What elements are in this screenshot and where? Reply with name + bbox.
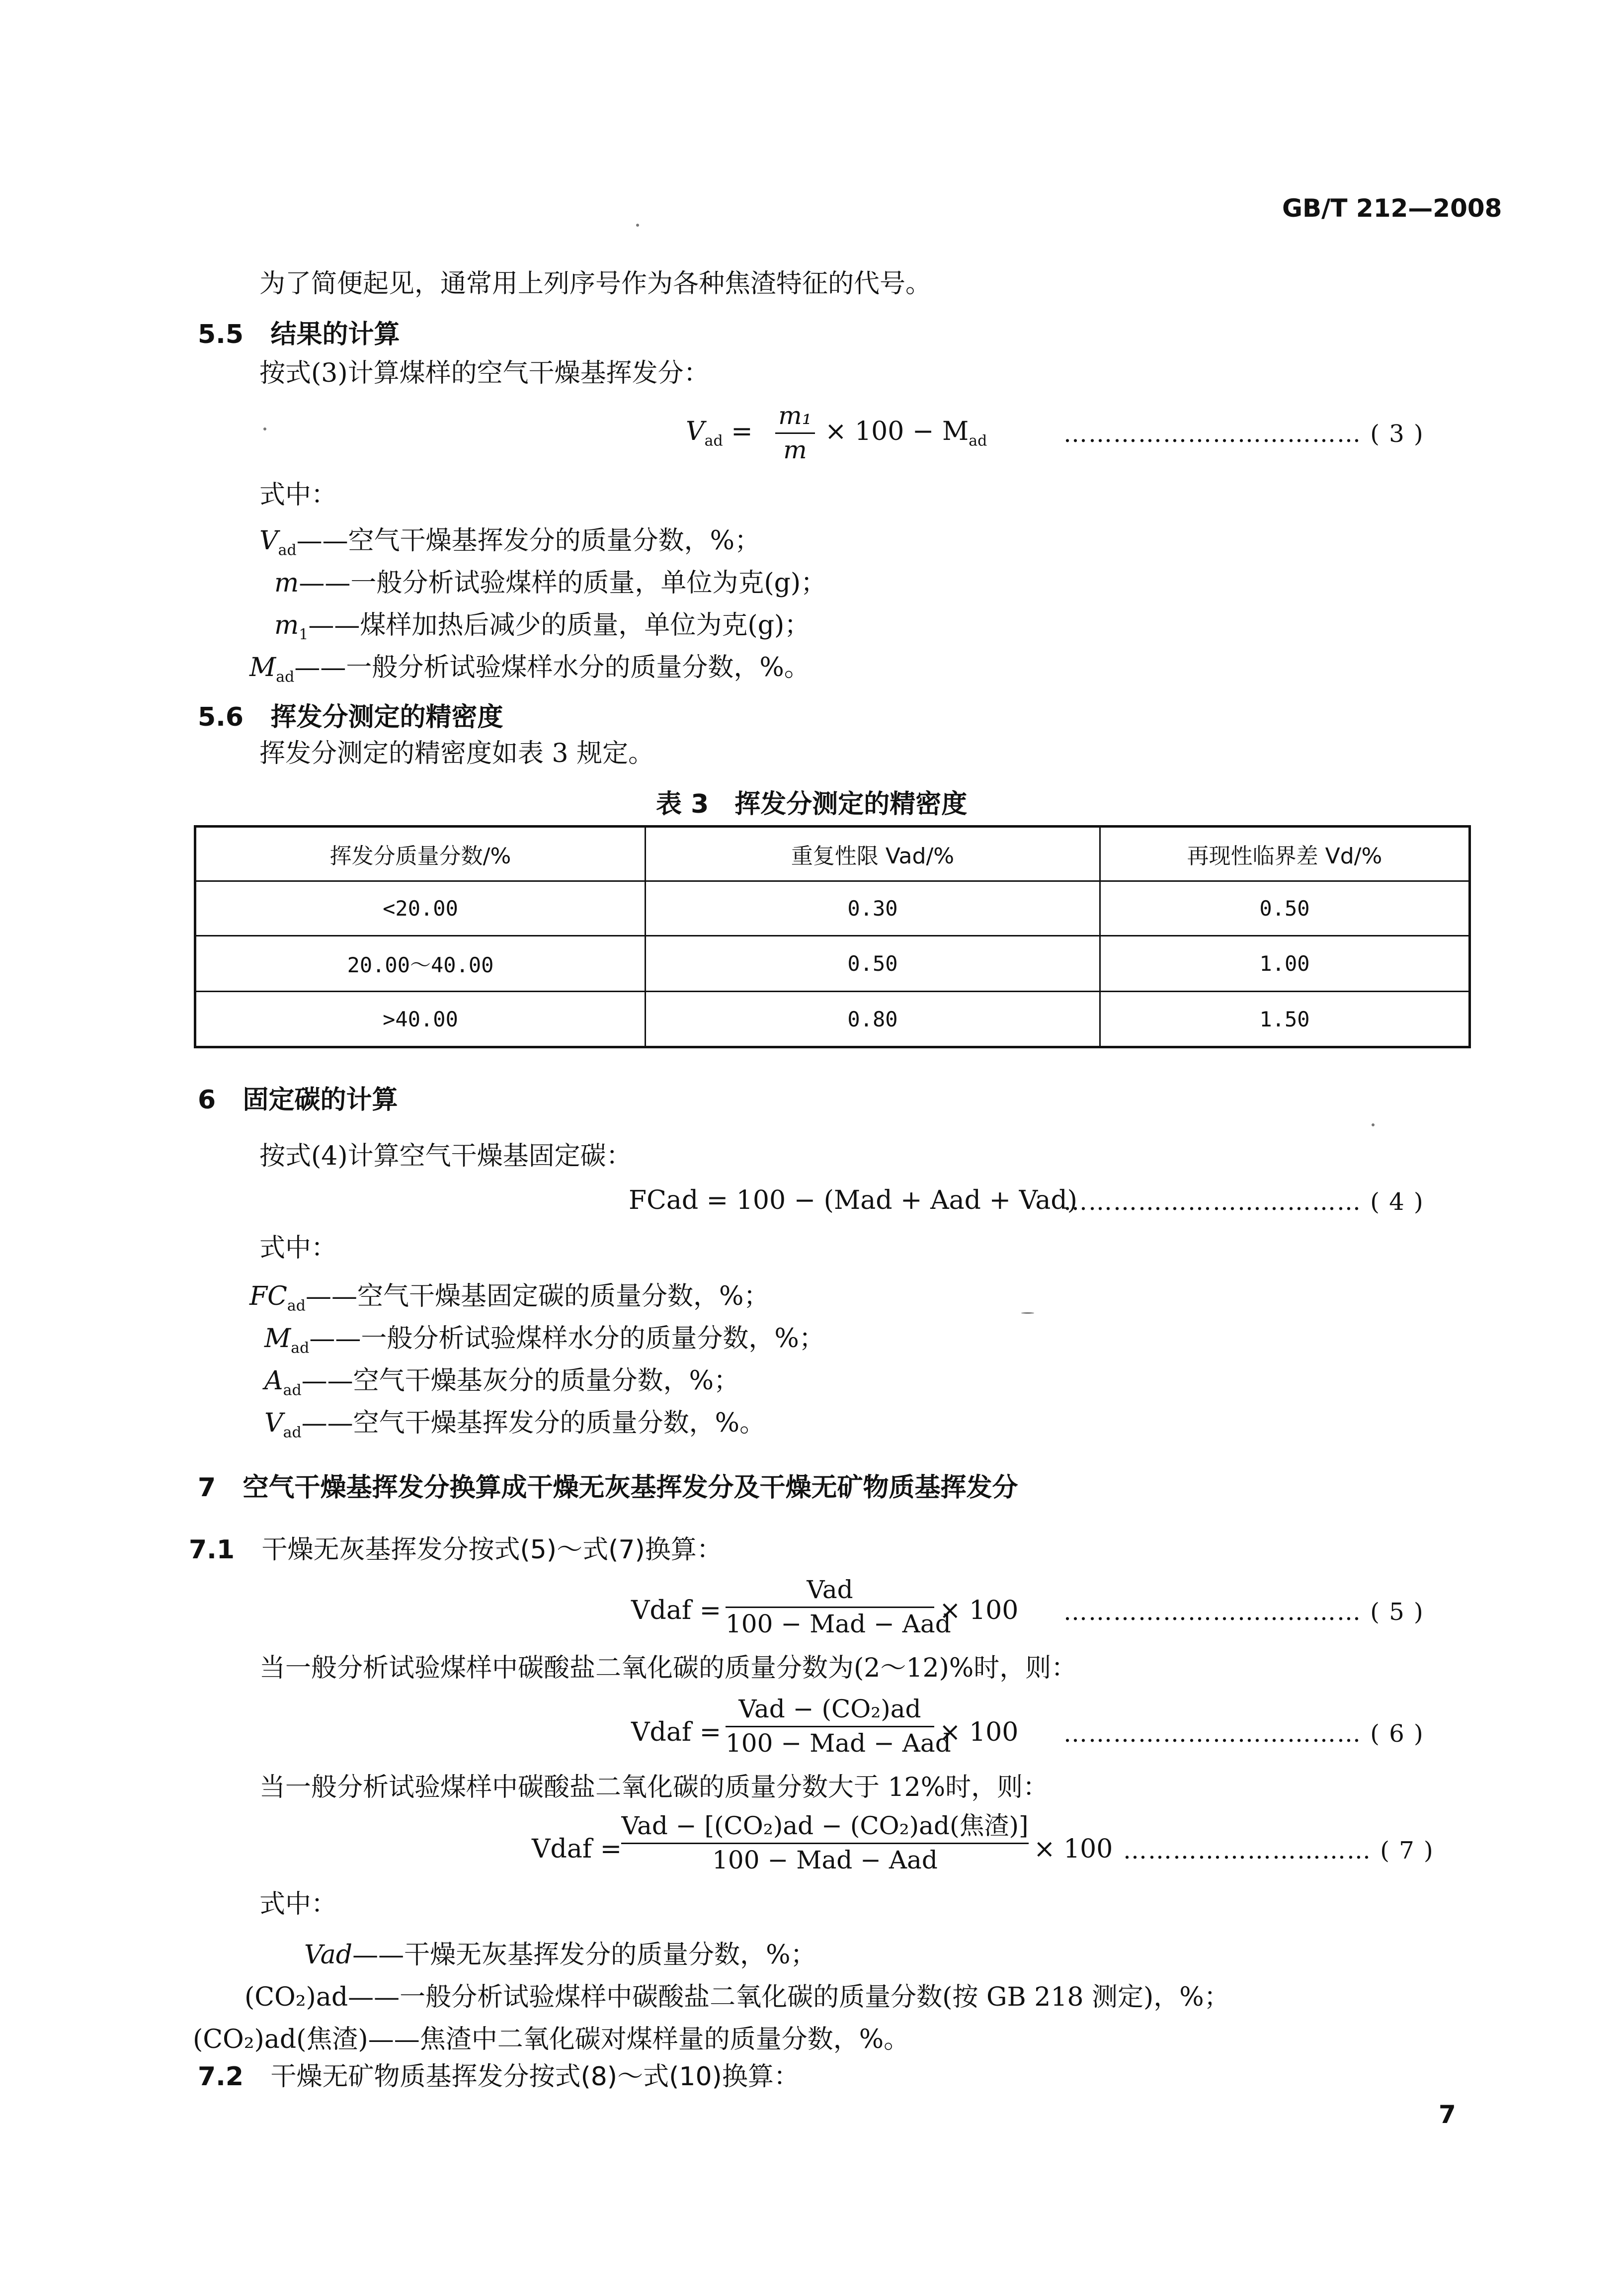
table-cell: <20.00 [195, 881, 646, 936]
standard-code: GB/T 212—2008 [1282, 194, 1502, 223]
definition-fcad: $FC_{ad}——$空气干燥基固定碳的质量分数，%； [249, 1281, 770, 1315]
table-header-cell: 重复性限 Vad/% [646, 827, 1100, 881]
where-label: 式中： [259, 480, 337, 510]
equation-number-5: ……………………………… ( 5 ) [1063, 1598, 1424, 1626]
definition-vad: $V_{ad}——$空气干燥基挥发分的质量分数，%。 [264, 1408, 766, 1442]
table-cell: 0.30 [646, 881, 1100, 936]
section-5-5-heading [198, 313, 400, 350]
section-number: 5.5 [198, 320, 244, 349]
table-cell: 1.50 [1100, 992, 1470, 1047]
section-5-5-lead: 按式(3)计算煤样的空气干燥基挥发分： [259, 358, 710, 388]
equation-number-7: ………………………… ( 7 ) [1123, 1837, 1434, 1865]
table-cell: 0.50 [646, 936, 1100, 992]
table-cell: >40.00 [195, 992, 646, 1047]
condition-7: 当一般分析试验煤样中碳酸盐二氧化碳的质量分数大于 12%时，则： [259, 1773, 1049, 1802]
table-cell: 20.00～40.00 [195, 936, 646, 992]
table-header-cell: 再现性临界差 Vd/% [1100, 827, 1470, 881]
section-title: 结果的计算 [270, 320, 400, 349]
section-6-heading: 6 固定碳的计算 [198, 1085, 398, 1115]
formula-3-fraction: m₁ m [775, 402, 815, 464]
precision-table [194, 825, 1471, 1048]
formula-6-fraction: Vad − (CO₂)ad 100 − Mad − Aad [726, 1695, 951, 1758]
definition-vad: Vad——干燥无灰基挥发分的质量分数，%； [304, 1940, 816, 1970]
table-cell: 1.00 [1100, 936, 1470, 992]
equation-number-4: ……………………………… ( 4 ) [1063, 1188, 1424, 1216]
definition-m: m——一般分析试验煤样的质量，单位为克(g)； [274, 568, 827, 598]
intro-line: 为了简便起见，通常用上列序号作为各种焦渣特征的代号。 [259, 269, 932, 299]
formula-5-fraction: Vad 100 − Mad − Aad [726, 1575, 951, 1638]
table-header-row [195, 827, 1470, 881]
table-row [195, 881, 1470, 936]
equation-number-3: ……………………………… ( 3 ) [1063, 420, 1424, 448]
section-6-lead: 按式(4)计算空气干燥基固定碳： [259, 1141, 632, 1171]
table-cell: 0.80 [646, 992, 1100, 1047]
definition-m1: $m_1——$煤样加热后减少的质量，单位为克(g)； [274, 610, 811, 644]
where-label: 式中： [259, 1233, 337, 1263]
table-row [195, 992, 1470, 1047]
page-number: 7 [1439, 2100, 1456, 2129]
definition-co2-ad-coke: (CO₂)ad(焦渣)——焦渣中二氧化碳对煤样量的质量分数，%。 [193, 2025, 910, 2054]
definition-mad: $M_{ad}——$一般分析试验煤样水分的质量分数，%。 [249, 653, 810, 686]
table-row [195, 936, 1470, 992]
where-label: 式中： [259, 1889, 337, 1919]
formula-7-fraction: Vad − [(CO₂)ad − (CO₂)ad(焦渣)] 100 − Mad − Aad [621, 1811, 1029, 1874]
definition-vad: $V_{ad}——$空气干燥基挥发分的质量分数，%； [259, 526, 761, 559]
definition-mad: $M_{ad}——$一般分析试验煤样水分的质量分数，%； [264, 1324, 825, 1357]
formula-4: FCad = 100 − (Mad + Aad + Vad) [629, 1186, 1077, 1215]
table-header-cell: 挥发分质量分数/% [195, 827, 646, 881]
section-7-2-heading: 7.2 干燥无矿物质基挥发分按式(8)～式(10)换算： [198, 2062, 800, 2092]
definition-co2-ad: (CO₂)ad——一般分析试验煤样中碳酸盐二氧化碳的质量分数(按 GB 218 测定)，%； [244, 1982, 1230, 2012]
definition-aad: $A_{ad}——$空气干燥基灰分的质量分数，%； [264, 1366, 740, 1399]
section-7-heading: 7 空气干燥基挥发分换算成干燥无灰基挥发分及干燥无矿物质基挥发分 [198, 1473, 1018, 1503]
table-cell: 0.50 [1100, 881, 1470, 936]
equation-number-6: ……………………………… ( 6 ) [1063, 1720, 1424, 1748]
table-caption: 表 3 挥发分测定的精密度 [656, 789, 968, 819]
condition-6: 当一般分析试验煤样中碳酸盐二氧化碳的质量分数为(2～12)%时，则： [259, 1653, 1077, 1683]
section-5-6-lead: 挥发分测定的精密度如表 3 规定。 [259, 739, 654, 768]
section-5-6-heading: 5.6 挥发分测定的精密度 [198, 702, 503, 732]
section-7-1-heading: 7.1 干燥无灰基挥发分按式(5)～式(7)换算： [189, 1535, 723, 1565]
